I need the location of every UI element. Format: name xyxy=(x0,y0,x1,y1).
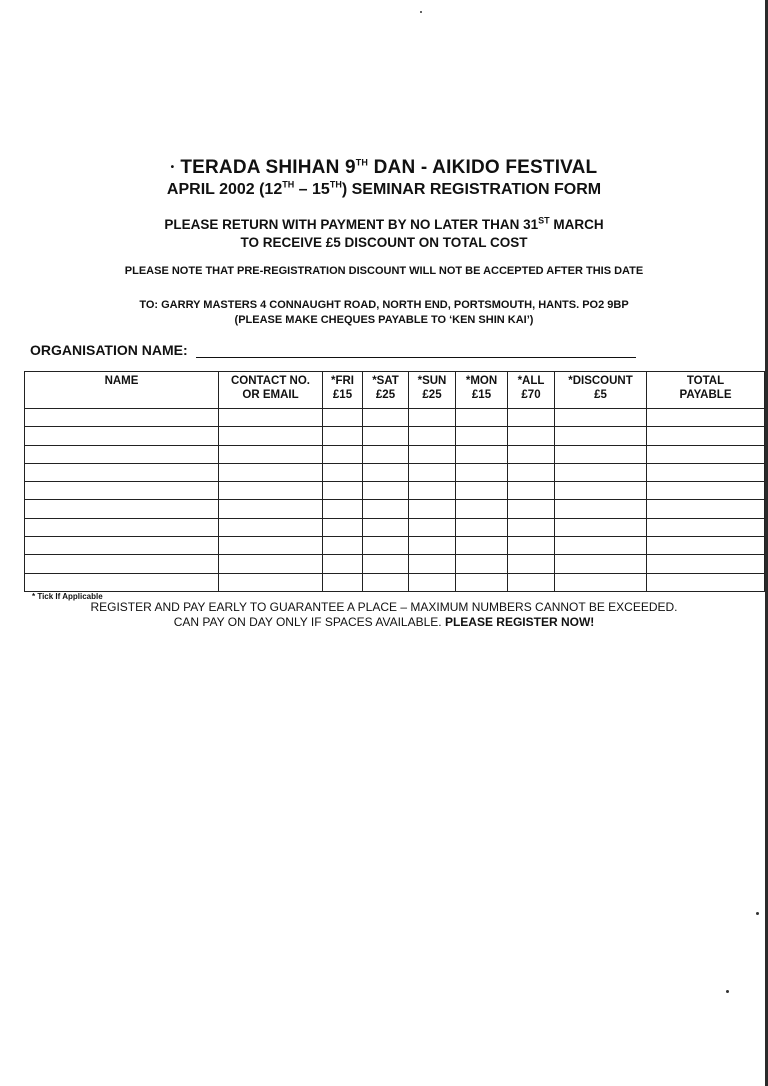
table-row xyxy=(25,555,765,573)
column-header xyxy=(323,372,363,409)
column-header-line2: £25 xyxy=(422,389,442,401)
entry-cell[interactable] xyxy=(555,555,647,573)
column-header-line1: *SAT xyxy=(372,375,399,387)
entry-cell[interactable] xyxy=(323,518,363,536)
entry-cell[interactable] xyxy=(555,482,647,500)
form-title xyxy=(0,157,768,179)
entry-cell[interactable] xyxy=(363,500,409,518)
entry-cell[interactable] xyxy=(25,463,219,481)
entry-cell[interactable] xyxy=(647,573,765,591)
entry-cell[interactable] xyxy=(647,409,765,427)
entry-cell[interactable] xyxy=(363,482,409,500)
column-header-line2: £5 xyxy=(594,389,607,401)
entry-cell[interactable] xyxy=(555,537,647,555)
entry-cell[interactable] xyxy=(409,409,456,427)
entry-cell[interactable] xyxy=(219,537,323,555)
entry-cell[interactable] xyxy=(323,427,363,445)
entry-cell[interactable] xyxy=(219,463,323,481)
entry-cell[interactable] xyxy=(456,573,508,591)
entry-cell[interactable] xyxy=(508,555,555,573)
scan-speck xyxy=(726,990,729,993)
organisation-input-line[interactable] xyxy=(196,342,636,358)
address-block xyxy=(0,298,768,328)
entry-cell[interactable] xyxy=(555,427,647,445)
cheque-note: (PLEASE MAKE CHEQUES PAYABLE TO ‘KEN SHIN KAI’) xyxy=(234,314,534,326)
entry-cell[interactable] xyxy=(409,445,456,463)
entry-cell[interactable] xyxy=(508,518,555,536)
entry-cell[interactable] xyxy=(323,500,363,518)
registration-table xyxy=(24,371,765,592)
entry-cell[interactable] xyxy=(219,409,323,427)
discount-note: PLEASE NOTE THAT PRE-REGISTRATION DISCOUNT WILL NOT BE ACCEPTED AFTER THIS DATE xyxy=(124,265,644,277)
column-header-line2: £15 xyxy=(471,389,492,401)
entry-cell[interactable] xyxy=(508,537,555,555)
entry-cell[interactable] xyxy=(555,463,647,481)
subtitle-superscript: TH xyxy=(329,179,342,190)
table-row xyxy=(25,463,765,481)
entry-cell[interactable] xyxy=(323,555,363,573)
bullet-icon: • xyxy=(170,162,175,174)
entry-cell[interactable] xyxy=(363,463,409,481)
address-line: TO: GARRY MASTERS 4 CONNAUGHT ROAD, NORTH END, PORTSMOUTH, HANTS. PO2 9BP xyxy=(139,299,629,311)
entry-cell[interactable] xyxy=(363,518,409,536)
form-subtitle xyxy=(0,181,768,199)
entry-cell[interactable] xyxy=(409,500,456,518)
subtitle-part: APRIL 2002 (12 xyxy=(166,181,283,198)
entry-cell[interactable] xyxy=(25,500,219,518)
entry-cell[interactable] xyxy=(647,555,765,573)
entry-cell[interactable] xyxy=(647,427,765,445)
entry-cell[interactable] xyxy=(456,445,508,463)
title-text: TERADA SHIHAN 9 xyxy=(180,157,356,178)
entry-cell[interactable] xyxy=(647,445,765,463)
column-header-line1: TOTAL xyxy=(686,375,725,387)
entry-cell[interactable] xyxy=(555,500,647,518)
organisation-label: ORGANISATION NAME: xyxy=(30,342,188,358)
table-body xyxy=(25,409,765,592)
entry-cell[interactable] xyxy=(508,427,555,445)
table-row xyxy=(25,427,765,445)
column-header-line2: £70 xyxy=(521,389,541,401)
register-notice xyxy=(0,600,768,630)
column-header-line1: CONTACT NO. xyxy=(230,375,310,387)
column-header xyxy=(508,372,555,409)
entry-cell[interactable] xyxy=(323,409,363,427)
column-header-line2: PAYABLE xyxy=(679,389,732,401)
entry-cell[interactable] xyxy=(409,463,456,481)
entry-cell[interactable] xyxy=(409,518,456,536)
subtitle-superscript: TH xyxy=(282,179,295,190)
entry-cell[interactable] xyxy=(456,427,508,445)
entry-cell[interactable] xyxy=(508,482,555,500)
return-superscript: ST xyxy=(538,215,550,226)
entry-cell[interactable] xyxy=(25,555,219,573)
entry-cell[interactable] xyxy=(25,409,219,427)
column-header-line1: *MON xyxy=(465,375,498,387)
entry-cell[interactable] xyxy=(25,518,219,536)
register-line-2 xyxy=(0,615,768,630)
entry-cell[interactable] xyxy=(25,445,219,463)
column-header-line2: £15 xyxy=(332,389,353,401)
register-text: CAN PAY ON DAY ONLY IF SPACES AVAILABLE. xyxy=(173,615,445,629)
scan-speck xyxy=(420,11,422,13)
column-header xyxy=(555,372,647,409)
entry-cell[interactable] xyxy=(456,463,508,481)
table-header-row xyxy=(25,372,765,409)
entry-cell[interactable] xyxy=(456,500,508,518)
table-row xyxy=(25,537,765,555)
return-line-1 xyxy=(0,216,768,234)
entry-cell[interactable] xyxy=(409,555,456,573)
footnote: * Tick If Applicable xyxy=(32,592,103,601)
entry-cell[interactable] xyxy=(647,463,765,481)
entry-cell[interactable] xyxy=(323,445,363,463)
column-header-line2: OR EMAIL xyxy=(242,389,299,401)
entry-cell[interactable] xyxy=(555,409,647,427)
column-header-line2: £25 xyxy=(375,389,396,401)
entry-cell[interactable] xyxy=(25,573,219,591)
entry-cell[interactable] xyxy=(555,573,647,591)
entry-cell[interactable] xyxy=(508,445,555,463)
entry-cell[interactable] xyxy=(363,409,409,427)
entry-cell[interactable] xyxy=(363,537,409,555)
entry-cell[interactable] xyxy=(647,537,765,555)
entry-cell[interactable] xyxy=(508,573,555,591)
table-row xyxy=(25,482,765,500)
entry-cell[interactable] xyxy=(219,573,323,591)
subtitle-part: – 15 xyxy=(294,181,330,198)
entry-cell[interactable] xyxy=(555,518,647,536)
column-header-line1: *SUN xyxy=(417,375,447,387)
column-header-line1: *ALL xyxy=(517,375,545,387)
entry-cell[interactable] xyxy=(363,555,409,573)
entry-cell[interactable] xyxy=(219,427,323,445)
entry-cell[interactable] xyxy=(323,573,363,591)
subtitle-part: ) SEMINAR REGISTRATION FORM xyxy=(341,181,602,198)
column-header xyxy=(647,372,765,409)
entry-cell[interactable] xyxy=(409,482,456,500)
title-text-rest: DAN - AIKIDO FESTIVAL xyxy=(368,157,598,178)
table-row xyxy=(25,445,765,463)
register-line-1: REGISTER AND PAY EARLY TO GUARANTEE A PLACE – MAXIMUM NUMBERS CANNOT BE EXCEEDED. xyxy=(90,600,678,614)
return-text: MARCH xyxy=(549,217,604,232)
entry-cell[interactable] xyxy=(363,573,409,591)
entry-cell[interactable] xyxy=(25,427,219,445)
entry-cell[interactable] xyxy=(25,537,219,555)
entry-cell[interactable] xyxy=(219,482,323,500)
scan-speck xyxy=(756,912,759,915)
column-header-line1: *DISCOUNT xyxy=(568,375,633,387)
column-header xyxy=(219,372,323,409)
entry-cell[interactable] xyxy=(219,555,323,573)
table-row xyxy=(25,518,765,536)
column-header xyxy=(25,372,219,409)
entry-cell[interactable] xyxy=(323,463,363,481)
return-text: PLEASE RETURN WITH PAYMENT BY NO LATER THAN 31 xyxy=(164,217,539,232)
column-header xyxy=(363,372,409,409)
return-line-2: TO RECEIVE £5 DISCOUNT ON TOTAL COST xyxy=(240,235,528,250)
entry-cell[interactable] xyxy=(647,482,765,500)
column-header-line1: *FRI xyxy=(331,375,354,387)
entry-cell[interactable] xyxy=(456,482,508,500)
entry-cell[interactable] xyxy=(323,537,363,555)
entry-cell[interactable] xyxy=(363,445,409,463)
entry-cell[interactable] xyxy=(555,445,647,463)
entry-cell[interactable] xyxy=(409,427,456,445)
entry-cell[interactable] xyxy=(409,573,456,591)
entry-cell[interactable] xyxy=(25,482,219,500)
entry-cell[interactable] xyxy=(219,518,323,536)
table-row xyxy=(25,500,765,518)
entry-cell[interactable] xyxy=(363,427,409,445)
column-header xyxy=(409,372,456,409)
column-header-line1: NAME xyxy=(104,375,139,387)
organisation-field xyxy=(30,342,636,358)
table-row xyxy=(25,409,765,427)
entry-cell[interactable] xyxy=(456,537,508,555)
entry-cell[interactable] xyxy=(323,482,363,500)
entry-cell[interactable] xyxy=(456,518,508,536)
entry-cell[interactable] xyxy=(219,500,323,518)
entry-cell[interactable] xyxy=(508,500,555,518)
register-emphasis: PLEASE REGISTER NOW! xyxy=(444,615,595,629)
form-title-block xyxy=(0,157,768,199)
entry-cell[interactable] xyxy=(219,445,323,463)
entry-cell[interactable] xyxy=(409,537,456,555)
return-instructions xyxy=(0,216,768,252)
entry-cell[interactable] xyxy=(647,518,765,536)
entry-cell[interactable] xyxy=(456,409,508,427)
title-superscript: TH xyxy=(355,157,369,168)
entry-cell[interactable] xyxy=(647,500,765,518)
table-row xyxy=(25,573,765,591)
entry-cell[interactable] xyxy=(456,555,508,573)
column-header xyxy=(456,372,508,409)
entry-cell[interactable] xyxy=(508,409,555,427)
entry-cell[interactable] xyxy=(508,463,555,481)
